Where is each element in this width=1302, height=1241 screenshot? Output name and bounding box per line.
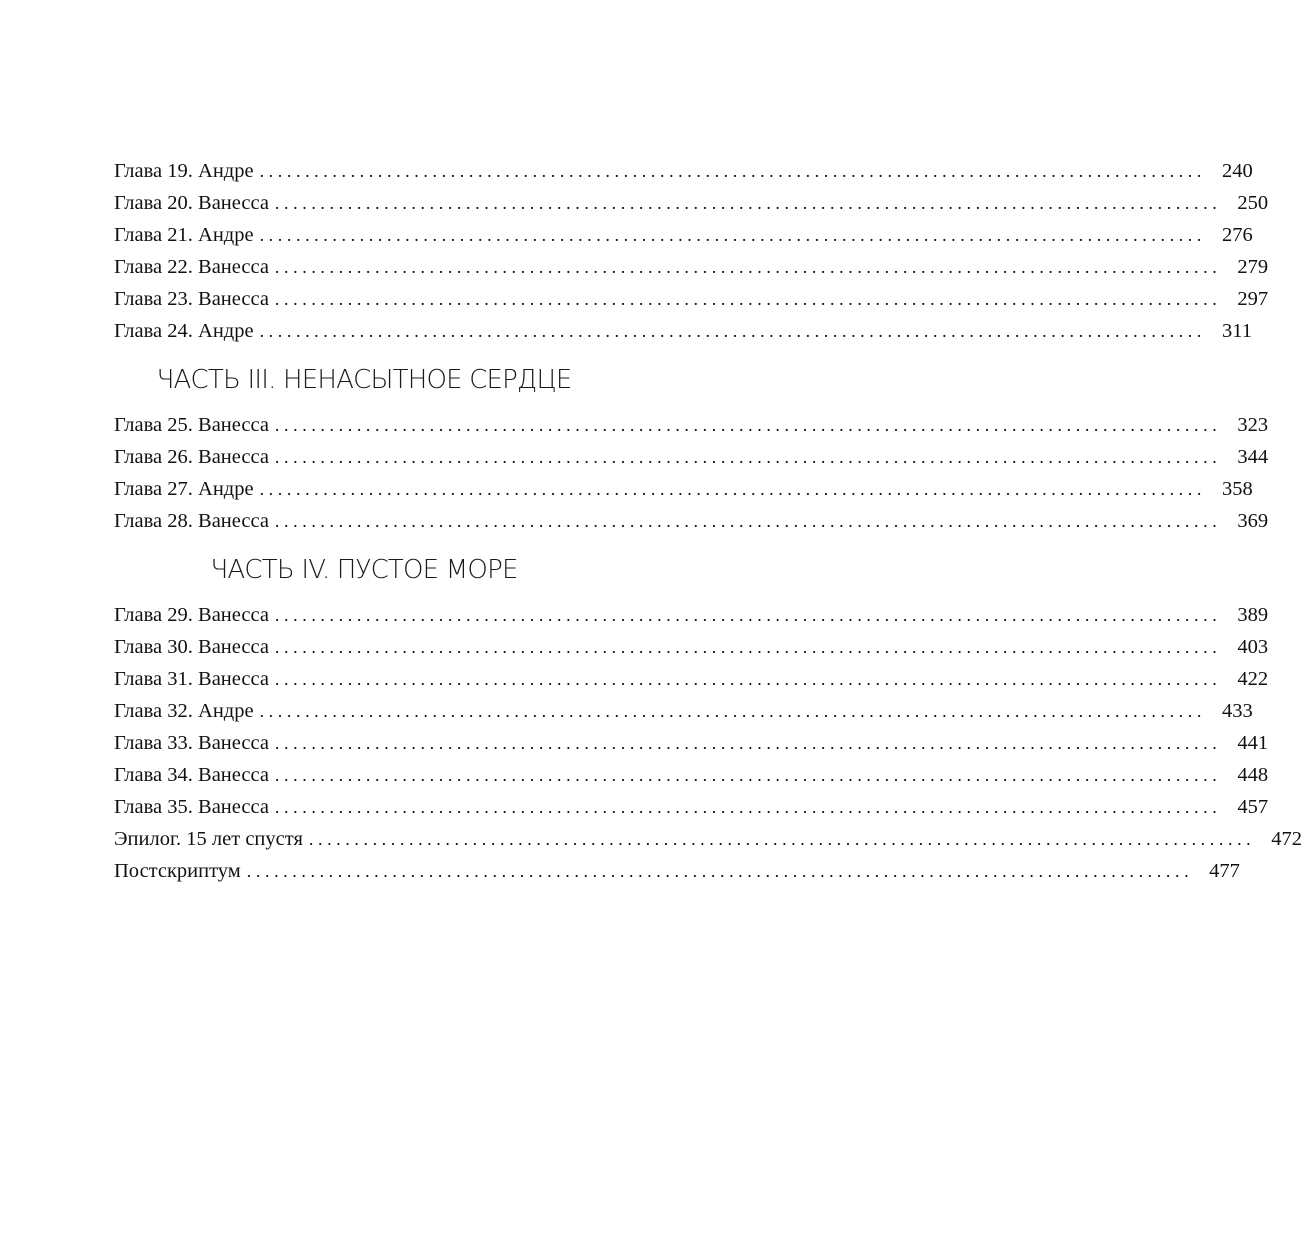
- toc-entry-page: 403: [1237, 636, 1269, 658]
- dot-leader: ........................................................................................................: [274, 447, 1222, 467]
- toc-entry-title: Глава 26. Ванесса: [114, 446, 269, 468]
- toc-entry: [114, 695, 1253, 727]
- toc-entry-page: 344: [1237, 446, 1269, 468]
- toc-entry-page: 358: [1221, 478, 1253, 500]
- toc-entry-page: 323: [1237, 414, 1269, 436]
- toc-entry-title: Глава 28. Ванесса: [114, 510, 269, 532]
- toc-entry: [114, 441, 1269, 473]
- toc-entry-page: 448: [1237, 764, 1269, 786]
- toc-entry-page: 369: [1237, 510, 1269, 532]
- toc-entry-title: Глава 33. Ванесса: [114, 732, 269, 754]
- toc-entry-page: 472: [1271, 828, 1302, 850]
- toc-entry: [114, 187, 1269, 219]
- toc-section: [114, 351, 1269, 537]
- toc-entry: [114, 505, 1269, 537]
- toc-entry: [114, 251, 1269, 283]
- toc-entry: [114, 631, 1269, 663]
- dot-leader: ........................................................................................................: [274, 669, 1222, 689]
- toc-section: [114, 155, 1269, 347]
- toc-entry: [114, 823, 1302, 855]
- toc-entry: [114, 409, 1269, 441]
- toc-entry: [114, 315, 1252, 347]
- dot-leader: ........................................................................................................: [308, 829, 1256, 849]
- toc-entry-title: Глава 35. Ванесса: [114, 796, 269, 818]
- toc-entry-page: 250: [1237, 192, 1269, 214]
- dot-leader: ........................................................................................................: [274, 289, 1222, 309]
- toc-entry: [114, 663, 1269, 695]
- toc-entry-title: Постскриптум: [114, 860, 241, 882]
- toc-entry: [114, 759, 1269, 791]
- toc-entry-title: Глава 19. Андре: [114, 160, 254, 182]
- toc-entry-title: Глава 23. Ванесса: [114, 288, 269, 310]
- toc-entry: [114, 219, 1253, 251]
- toc-entry-page: 311: [1221, 320, 1252, 342]
- toc-entry-page: 422: [1237, 668, 1269, 690]
- part-heading: ЧАСТЬ IV. ПУСТОЕ МОРЕ: [210, 555, 518, 585]
- toc-entry-page: 457: [1237, 796, 1269, 818]
- dot-leader: ........................................................................................................: [259, 479, 1206, 499]
- toc-entry-title: Глава 31. Ванесса: [114, 668, 269, 690]
- toc-entry: [114, 599, 1269, 631]
- toc-entry-title: Глава 25. Ванесса: [114, 414, 269, 436]
- toc-entry-title: Глава 22. Ванесса: [114, 256, 269, 278]
- toc-entry-title: Глава 21. Андре: [114, 224, 254, 246]
- dot-leader: ........................................................................................................: [274, 415, 1222, 435]
- dot-leader: ........................................................................................................: [259, 161, 1206, 181]
- toc-entry: [114, 155, 1253, 187]
- dot-leader: ........................................................................................................: [274, 257, 1222, 277]
- toc-entry: [114, 283, 1269, 315]
- toc-entry: [114, 473, 1253, 505]
- dot-leader: ........................................................................................................: [274, 797, 1222, 817]
- toc-entry-title: Эпилог. 15 лет спустя: [114, 828, 303, 850]
- toc-entry-title: Глава 29. Ванесса: [114, 604, 269, 626]
- toc-entry-title: Глава 24. Андре: [114, 320, 254, 342]
- dot-leader: ........................................................................................................: [274, 511, 1222, 531]
- toc-entry: [114, 727, 1269, 759]
- dot-leader: ........................................................................................................: [274, 765, 1222, 785]
- part-heading: ЧАСТЬ III. НЕНАСЫТНОЕ СЕРДЦЕ: [156, 365, 572, 395]
- toc-entry: [114, 791, 1269, 823]
- toc-entry-title: Глава 30. Ванесса: [114, 636, 269, 658]
- toc-entry-page: 297: [1237, 288, 1269, 310]
- toc-entry-page: 279: [1237, 256, 1269, 278]
- toc-entry-title: Глава 27. Андре: [114, 478, 254, 500]
- toc-entry-page: 276: [1221, 224, 1253, 246]
- dot-leader: ........................................................................................................: [259, 701, 1206, 721]
- toc-entry-page: 433: [1221, 700, 1253, 722]
- dot-leader: ........................................................................................................: [274, 733, 1222, 753]
- dot-leader: ........................................................................................................: [274, 637, 1222, 657]
- dot-leader: ........................................................................................................: [274, 605, 1222, 625]
- toc-entry-page: 477: [1209, 860, 1240, 882]
- toc-entry-page: 441: [1237, 732, 1269, 754]
- dot-leader: ........................................................................................................: [259, 321, 1206, 341]
- toc-entry-title: Глава 20. Ванесса: [114, 192, 269, 214]
- toc-entry-page: 389: [1237, 604, 1269, 626]
- toc-entry-title: Глава 34. Ванесса: [114, 764, 269, 786]
- toc-section: [114, 541, 1302, 887]
- toc-entry-title: Глава 32. Андре: [114, 700, 254, 722]
- toc-entry-page: 240: [1221, 160, 1253, 182]
- dot-leader: ........................................................................................................: [246, 861, 1194, 881]
- table-of-contents: [114, 155, 1302, 887]
- toc-entry: [114, 855, 1240, 887]
- dot-leader: ........................................................................................................: [274, 193, 1222, 213]
- dot-leader: ........................................................................................................: [259, 225, 1206, 245]
